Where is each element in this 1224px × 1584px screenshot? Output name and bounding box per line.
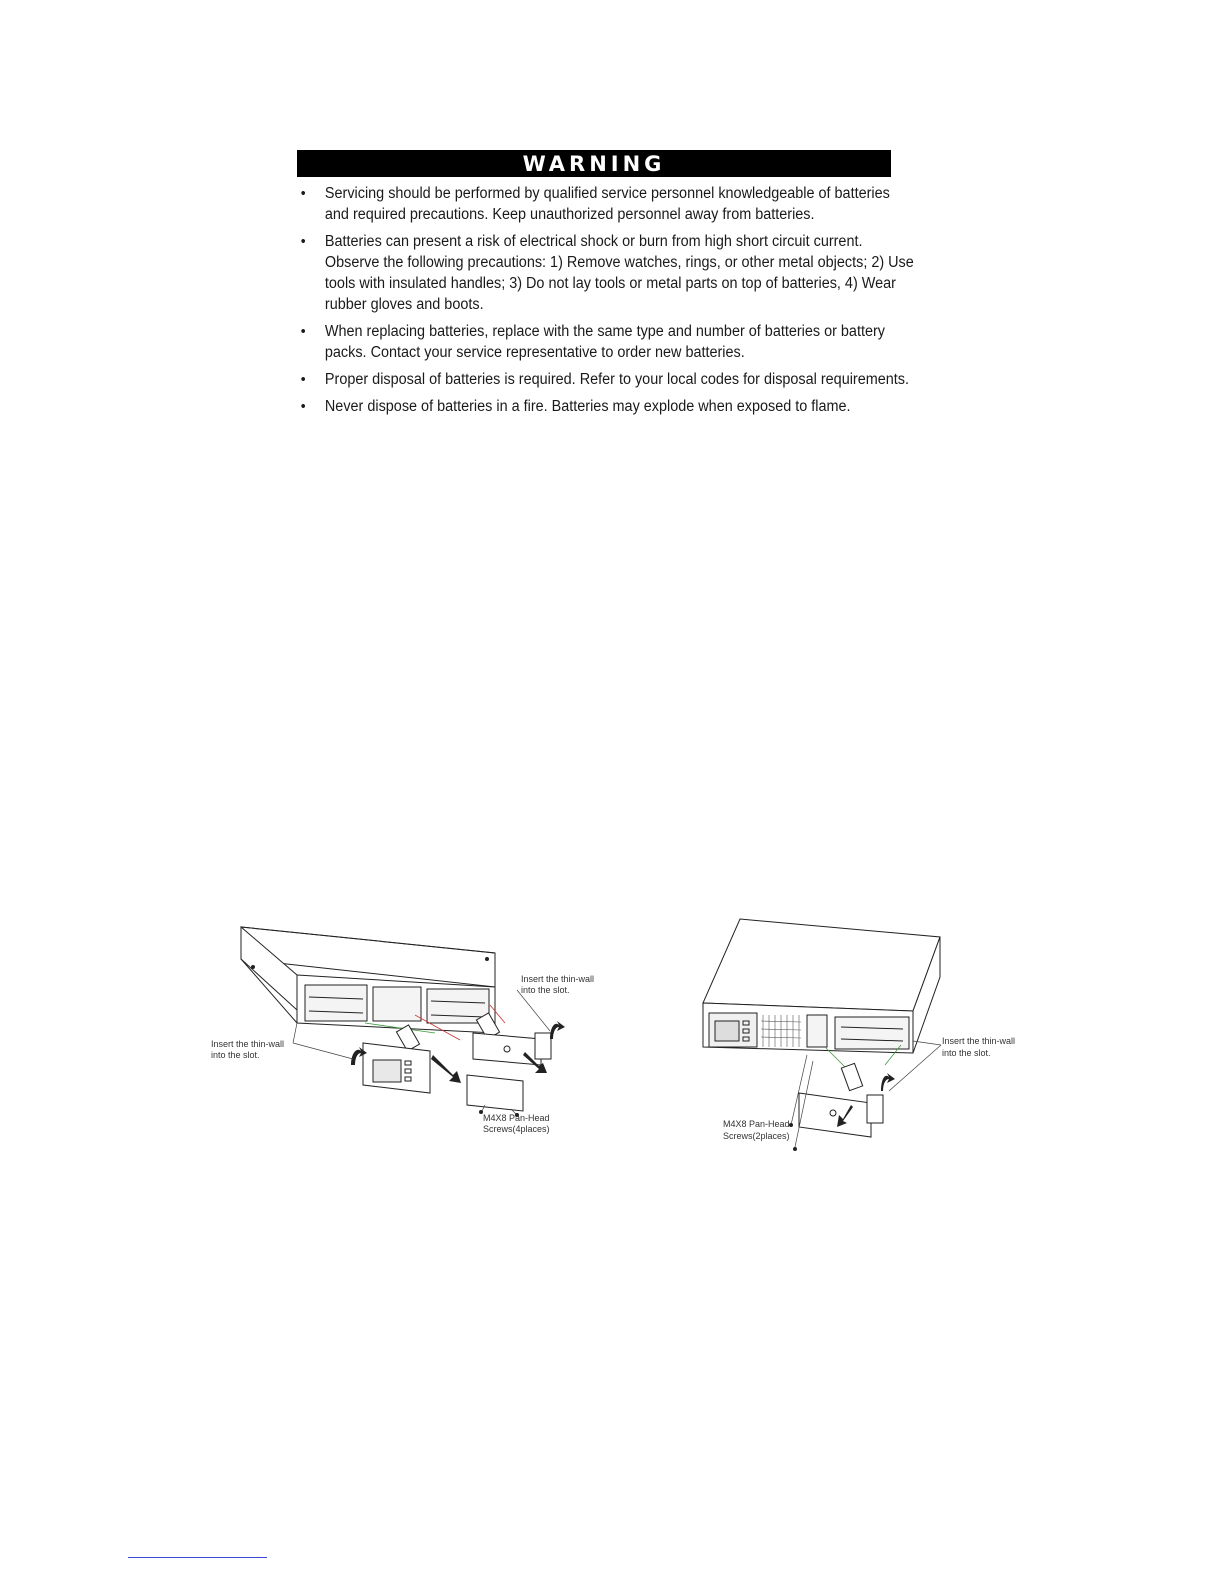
callout-insert-thin-wall-right: Insert the thin-wall	[942, 1036, 1016, 1046]
warning-item: • Servicing should be performed by qualified service personnel knowledgeable of batteries and required precautions. Keep unauthorized personnel away from batteries.	[300, 185, 890, 223]
warning-item: • When replacing batteries, replace with the same type and number of batteries or battery packs. Contact your service representative to order new batteries.	[300, 323, 885, 361]
ups-rack-diagram-right	[695, 915, 1035, 1155]
warning-list	[297, 183, 914, 417]
footnote-separator	[128, 1557, 267, 1558]
screws-count-left: Screws(4places)	[483, 1124, 550, 1134]
bullet-icon: •	[300, 323, 306, 340]
bullet-icon: •	[300, 233, 306, 250]
bullet-icon: •	[300, 185, 306, 202]
warning-item: • Never dispose of batteries in a fire. Batteries may explode when exposed to flame.	[300, 398, 851, 415]
callout-into-slot-right: into the slot.	[942, 1048, 991, 1058]
bullet-icon: •	[300, 398, 306, 415]
bullet-icon: •	[300, 371, 306, 388]
screws-label-right: M4X8 Pan-Head	[723, 1119, 790, 1129]
warning-item: • Batteries can present a risk of electrical shock or burn from high short circuit current. Observe the following precautions: 1) Remove watches, rings, or other metal objects; 2) Use tools with insulated handles; 3) Do not lay tools or metal parts on top of batteries, 4) Wear rubber gloves and boots.	[300, 233, 914, 313]
callout-into-slot-top: into the slot.	[521, 985, 570, 995]
ups-rack-diagram-left	[205, 915, 615, 1145]
callout-insert-thin-wall-left: Insert the thin-wall	[211, 1039, 285, 1049]
figure-battery-removal-left	[205, 915, 615, 1145]
warning-item: • Proper disposal of batteries is required. Refer to your local codes for disposal requirements.	[300, 371, 909, 388]
figure-battery-removal-right	[695, 915, 1035, 1155]
callout-insert-thin-wall-top: Insert the thin-wall	[521, 974, 595, 984]
warning-box	[297, 150, 914, 423]
screws-label-left: M4X8 Pan-Head	[483, 1113, 550, 1123]
warning-title: WARNING	[297, 150, 891, 177]
screws-count-right: Screws(2places)	[723, 1131, 790, 1141]
callout-into-slot-left: into the slot.	[211, 1050, 260, 1060]
